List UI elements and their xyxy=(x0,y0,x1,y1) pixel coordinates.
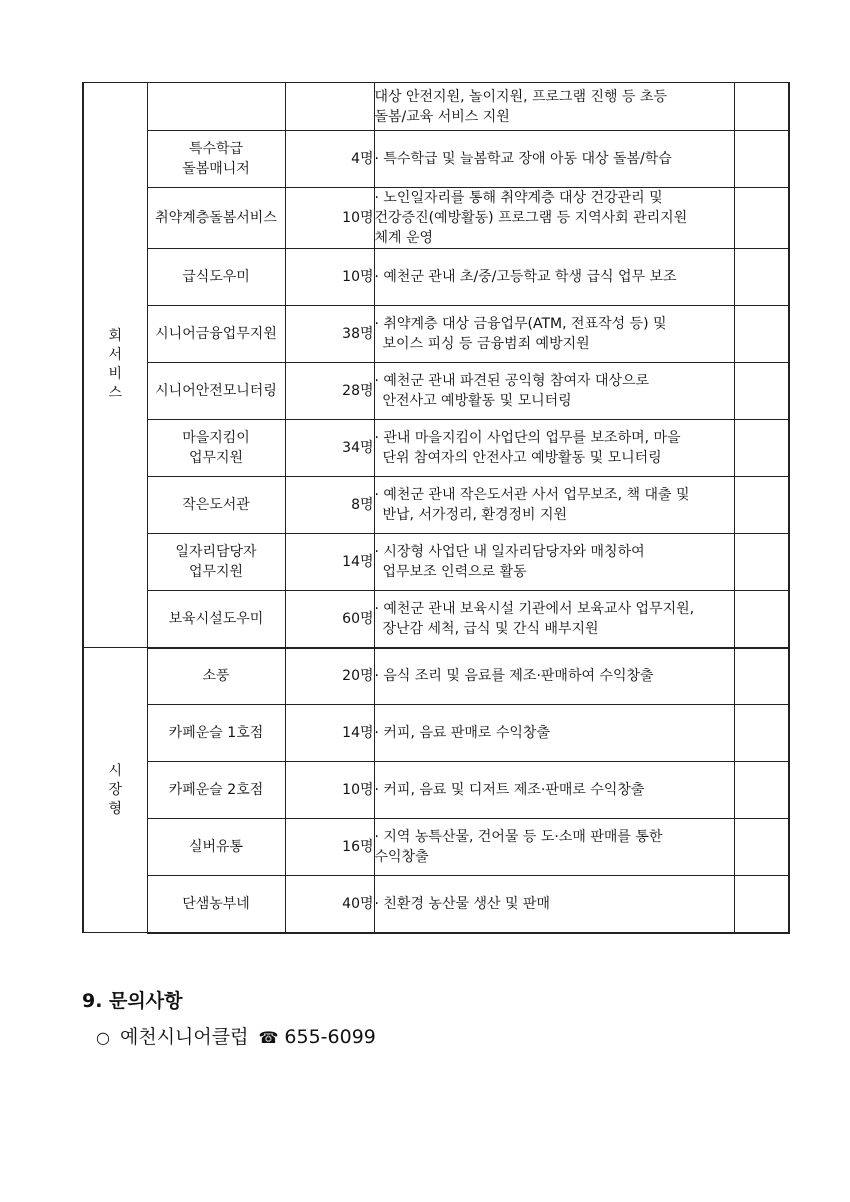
job-name-line: 보육시설도우미 xyxy=(168,610,264,627)
participant-count: 8명 xyxy=(285,477,374,534)
job-description xyxy=(374,249,734,306)
description-line: · 음식 조리 및 음료를 제조·판매하여 수익창출 xyxy=(374,668,654,685)
contact-name: 예천시니어클럽 xyxy=(120,1026,249,1048)
note-cell xyxy=(734,477,789,534)
job-description xyxy=(374,420,734,477)
description-line: · 특수학급 및 늘봄학교 장애 아동 대상 돌봄/학습 xyxy=(374,151,672,167)
note-cell xyxy=(734,249,789,306)
job-description xyxy=(374,591,734,648)
participant-count: 14명 xyxy=(285,534,374,591)
job-description xyxy=(374,762,734,819)
note-cell xyxy=(734,420,789,477)
participant-count: 10명 xyxy=(285,188,374,249)
job-name xyxy=(147,534,285,591)
job-name-line: 마을지킴이 xyxy=(182,430,250,446)
table-row xyxy=(83,188,789,249)
job-description xyxy=(374,363,734,420)
category-label: 회서비스 xyxy=(108,328,123,401)
bullet-icon: ○ xyxy=(96,1028,110,1047)
table-row xyxy=(83,762,789,819)
job-description xyxy=(374,705,734,762)
job-name-line: 시니어금융업무지원 xyxy=(155,326,277,342)
table-row xyxy=(83,534,789,591)
section-title: 9. 문의사항 xyxy=(82,990,183,1012)
participant-count: 34명 xyxy=(285,420,374,477)
job-description xyxy=(374,131,734,188)
job-name-line: 취약계층돌봄서비스 xyxy=(155,210,277,226)
description-line: · 취약계층 대상 금융업무(ATM, 전표작성 등) 및 xyxy=(374,316,667,332)
job-name xyxy=(147,591,285,648)
job-name xyxy=(147,705,285,762)
job-name-line: 급식도우미 xyxy=(182,269,250,285)
participant-count: 16명 xyxy=(285,819,374,876)
job-name xyxy=(147,648,285,705)
table-row xyxy=(83,83,789,131)
job-name xyxy=(147,188,285,249)
participant-count: 38명 xyxy=(285,306,374,363)
description-line: · 예천군 관내 파견된 공익형 참여자 대상으로 xyxy=(374,373,650,389)
note-cell xyxy=(734,648,789,705)
note-cell xyxy=(734,819,789,876)
category-cell xyxy=(83,83,147,648)
participant-count: 60명 xyxy=(285,591,374,648)
job-name xyxy=(147,819,285,876)
description-line: · 커피, 음료 판매로 수익창출 xyxy=(374,725,550,741)
description-line: 반납, 서가정리, 환경정비 지원 xyxy=(382,507,568,523)
note-cell xyxy=(734,363,789,420)
job-name-line: 돌봄매니저 xyxy=(182,161,250,177)
participant-count: 20명 xyxy=(285,648,374,705)
job-description xyxy=(374,188,734,249)
description-line: 안전사고 예방활동 및 모니터링 xyxy=(382,393,572,409)
table-row xyxy=(83,363,789,420)
phone-icon: ☎ xyxy=(258,1028,279,1047)
participant-count: 10명 xyxy=(285,762,374,819)
category-label: 시장형 xyxy=(108,762,123,817)
description-line: · 시장형 사업단 내 일자리담당자와 매칭하여 xyxy=(374,544,645,560)
contact-phone: 655-6099 xyxy=(284,1026,376,1048)
participant-count: 10명 xyxy=(285,249,374,306)
description-line: · 관내 마을지킴이 사업단의 업무를 보조하며, 마을 xyxy=(374,430,681,446)
table-row xyxy=(83,249,789,306)
table-row xyxy=(83,306,789,363)
description-line: 수익창출 xyxy=(374,849,429,865)
job-name-line: 작은도서관 xyxy=(182,497,250,513)
category-cell xyxy=(83,648,147,933)
description-line: 건강증진(예방활동) 프로그램 등 지역사회 관리지원 xyxy=(374,210,688,226)
description-line: 업무보조 인력으로 활동 xyxy=(382,564,527,580)
table-row xyxy=(83,591,789,648)
note-cell xyxy=(734,705,789,762)
contact-line xyxy=(96,1022,376,1049)
note-cell xyxy=(734,306,789,363)
participant-count xyxy=(285,83,374,131)
job-name xyxy=(147,83,285,131)
table-row xyxy=(83,131,789,188)
description-line: 단위 참여자의 안전사고 예방활동 및 모니터링 xyxy=(382,450,662,466)
description-line: 대상 안전지원, 놀이지원, 프로그램 진행 등 초등 xyxy=(374,88,668,105)
job-description xyxy=(374,534,734,591)
table-row xyxy=(83,819,789,876)
job-name xyxy=(147,363,285,420)
job-description xyxy=(374,477,734,534)
note-cell xyxy=(734,131,789,188)
description-line: · 지역 농특산물, 건어물 등 도·소매 판매를 통한 xyxy=(374,829,663,845)
job-name-line: 특수학급 xyxy=(188,141,244,157)
jobs-table xyxy=(82,82,790,934)
job-description xyxy=(374,876,734,933)
description-line: 체계 운영 xyxy=(374,230,434,246)
description-line: 장난감 세척, 급식 및 간식 배부지원 xyxy=(382,620,599,637)
table-row xyxy=(83,705,789,762)
job-description xyxy=(374,83,734,131)
description-line: · 예천군 관내 초/중/고등학교 학생 급식 업무 보조 xyxy=(374,269,677,285)
job-name-line: 카페운슬 1호점 xyxy=(168,725,264,741)
description-line: · 친환경 농산물 생산 및 판매 xyxy=(374,895,550,912)
description-line: · 커피, 음료 및 디저트 제조·판매로 수익창출 xyxy=(374,782,645,798)
description-line: 보이스 피싱 등 금융범죄 예방지원 xyxy=(382,336,590,352)
note-cell xyxy=(734,534,789,591)
jobs-table-body xyxy=(83,83,789,933)
note-cell xyxy=(734,83,789,131)
job-name xyxy=(147,762,285,819)
description-line: 돌봄/교육 서비스 지원 xyxy=(374,108,510,125)
job-name-line: 실버유통 xyxy=(188,839,244,855)
job-name-line: 업무지원 xyxy=(188,450,244,466)
job-name-line: 소풍 xyxy=(202,668,230,685)
table-row xyxy=(83,420,789,477)
participant-count: 14명 xyxy=(285,705,374,762)
job-name-line: 카페운슬 2호점 xyxy=(168,782,264,798)
job-name xyxy=(147,249,285,306)
note-cell xyxy=(734,591,789,648)
job-description xyxy=(374,819,734,876)
job-name xyxy=(147,306,285,363)
job-name xyxy=(147,420,285,477)
job-name-line: 단샘농부네 xyxy=(182,895,250,912)
table-row xyxy=(83,876,789,933)
table-row xyxy=(83,648,789,705)
job-name xyxy=(147,131,285,188)
job-name xyxy=(147,876,285,933)
description-line: · 노인일자리를 통해 취약계층 대상 건강관리 및 xyxy=(374,190,663,206)
table-row xyxy=(83,477,789,534)
participant-count: 28명 xyxy=(285,363,374,420)
note-cell xyxy=(734,762,789,819)
job-name-line: 시니어안전모니터링 xyxy=(155,383,277,399)
participant-count: 40명 xyxy=(285,876,374,933)
job-name-line: 업무지원 xyxy=(188,564,244,580)
job-name-line: 일자리담당자 xyxy=(175,544,257,560)
note-cell xyxy=(734,876,789,933)
note-cell xyxy=(734,188,789,249)
participant-count: 4명 xyxy=(285,131,374,188)
job-name xyxy=(147,477,285,534)
job-description xyxy=(374,648,734,705)
description-line: · 예천군 관내 작은도서관 사서 업무보조, 책 대출 및 xyxy=(374,487,690,503)
description-line: · 예천군 관내 보육시설 기관에서 보육교사 업무지원, xyxy=(374,600,695,617)
job-description xyxy=(374,306,734,363)
